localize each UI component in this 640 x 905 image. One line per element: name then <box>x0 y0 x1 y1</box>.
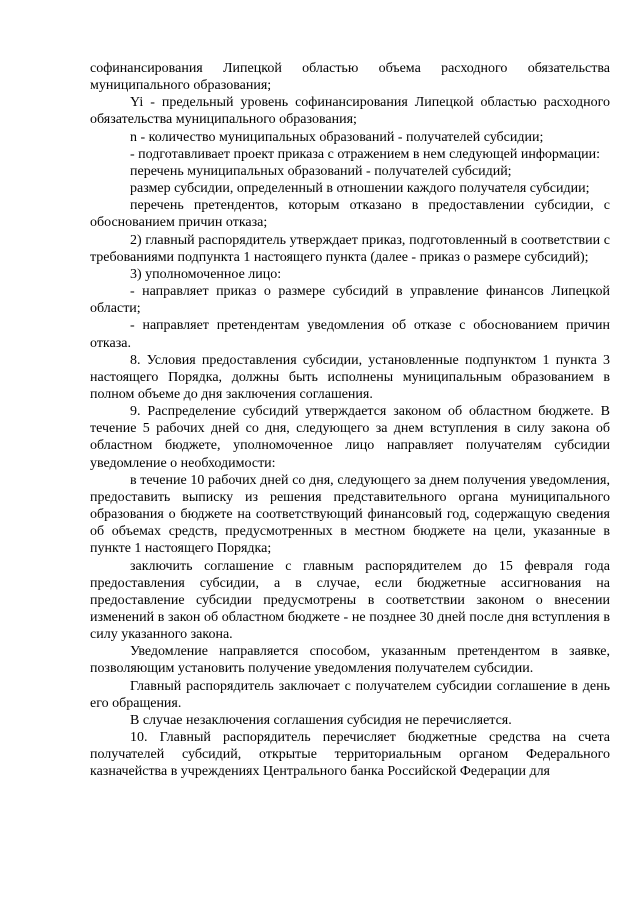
paragraph: 10. Главный распорядитель перечисляет бюджетные средства на счета получателей субсидий, открытые территориальным органом Федерального казначейства в учреждениях Центрального банка Российской Федерации для <box>90 730 610 780</box>
paragraph: - направляет приказ о размере субсидий в управление финансов Липецкой области; <box>90 284 610 317</box>
paragraph: 3) уполномоченное лицо: <box>130 266 282 282</box>
paragraph: софинансирования Липецкой областью объема расходного обязательства муниципального образования; <box>90 61 610 94</box>
paragraph: - подготавливает проект приказа с отражением в нем следующей информации: <box>130 146 601 162</box>
paragraph: 2) главный распорядитель утверждает приказ, подготовленный в соответствии с требованиями подпункта 1 настоящего пункта (далее - приказ о размере субсидий); <box>90 232 610 265</box>
paragraph: 9. Распределение субсидий утверждается законом об областном бюджете. В течение 5 рабочих дней со дня, следующего за днем вступления в силу закона об областном бюджете, уполномоченное лицо направляет получателям субсидии уведомление о необходимости: <box>90 404 610 471</box>
paragraph: размер субсидии, определенный в отношении каждого получателя субсидии; <box>130 181 590 197</box>
paragraph: перечень претендентов, которым отказано в предоставлении субсидии, с обоснованием причин отказа; <box>90 198 610 231</box>
paragraph: Yi - предельный уровень софинансирования Липецкой областью расходного обязательства муниципального образования; <box>90 95 610 128</box>
paragraph: - направляет претендентам уведомления об отказе с обоснованием причин отказа. <box>90 318 610 351</box>
paragraph: в течение 10 рабочих дней со дня, следующего за днем получения уведомления, предоставить выписку из решения представительного органа муниципального образования о бюджете на соответствующий финансовый год, содержащую сведения об объемах средств, предусмотренных в местном бюджете на цели, указанные в пункте 1 настоящего Порядка; <box>90 472 610 557</box>
document-page <box>90 60 610 781</box>
paragraph: Главный распорядитель заключает с получателем субсидии соглашение в день его обращения. <box>90 678 610 711</box>
paragraph: 8. Условия предоставления субсидии, установленные подпунктом 1 пункта 3 настоящего Порядка, должны быть исполнены муниципальным образованием в полном объеме до дня заключения соглашения. <box>90 352 610 402</box>
paragraph: перечень муниципальных образований - получателей субсидий; <box>130 163 512 179</box>
paragraph: Уведомление направляется способом, указанным претендентом в заявке, позволяющим установить получение уведомления получателем субсидии. <box>90 644 610 677</box>
paragraph: В случае незаключения соглашения субсидия не перечисляется. <box>130 712 512 728</box>
paragraph: заключить соглашение с главным распорядителем до 15 февраля года предоставления субсидии, а в случае, если бюджетные ассигнования на предоставление субсидии предусмотрены в соответствии законом о внесении изменений в закон об областном бюджете - не позднее 30 дней после дня вступления в силу указанного закона. <box>90 558 610 643</box>
paragraph: n - количество муниципальных образований - получателей субсидии; <box>130 129 544 145</box>
